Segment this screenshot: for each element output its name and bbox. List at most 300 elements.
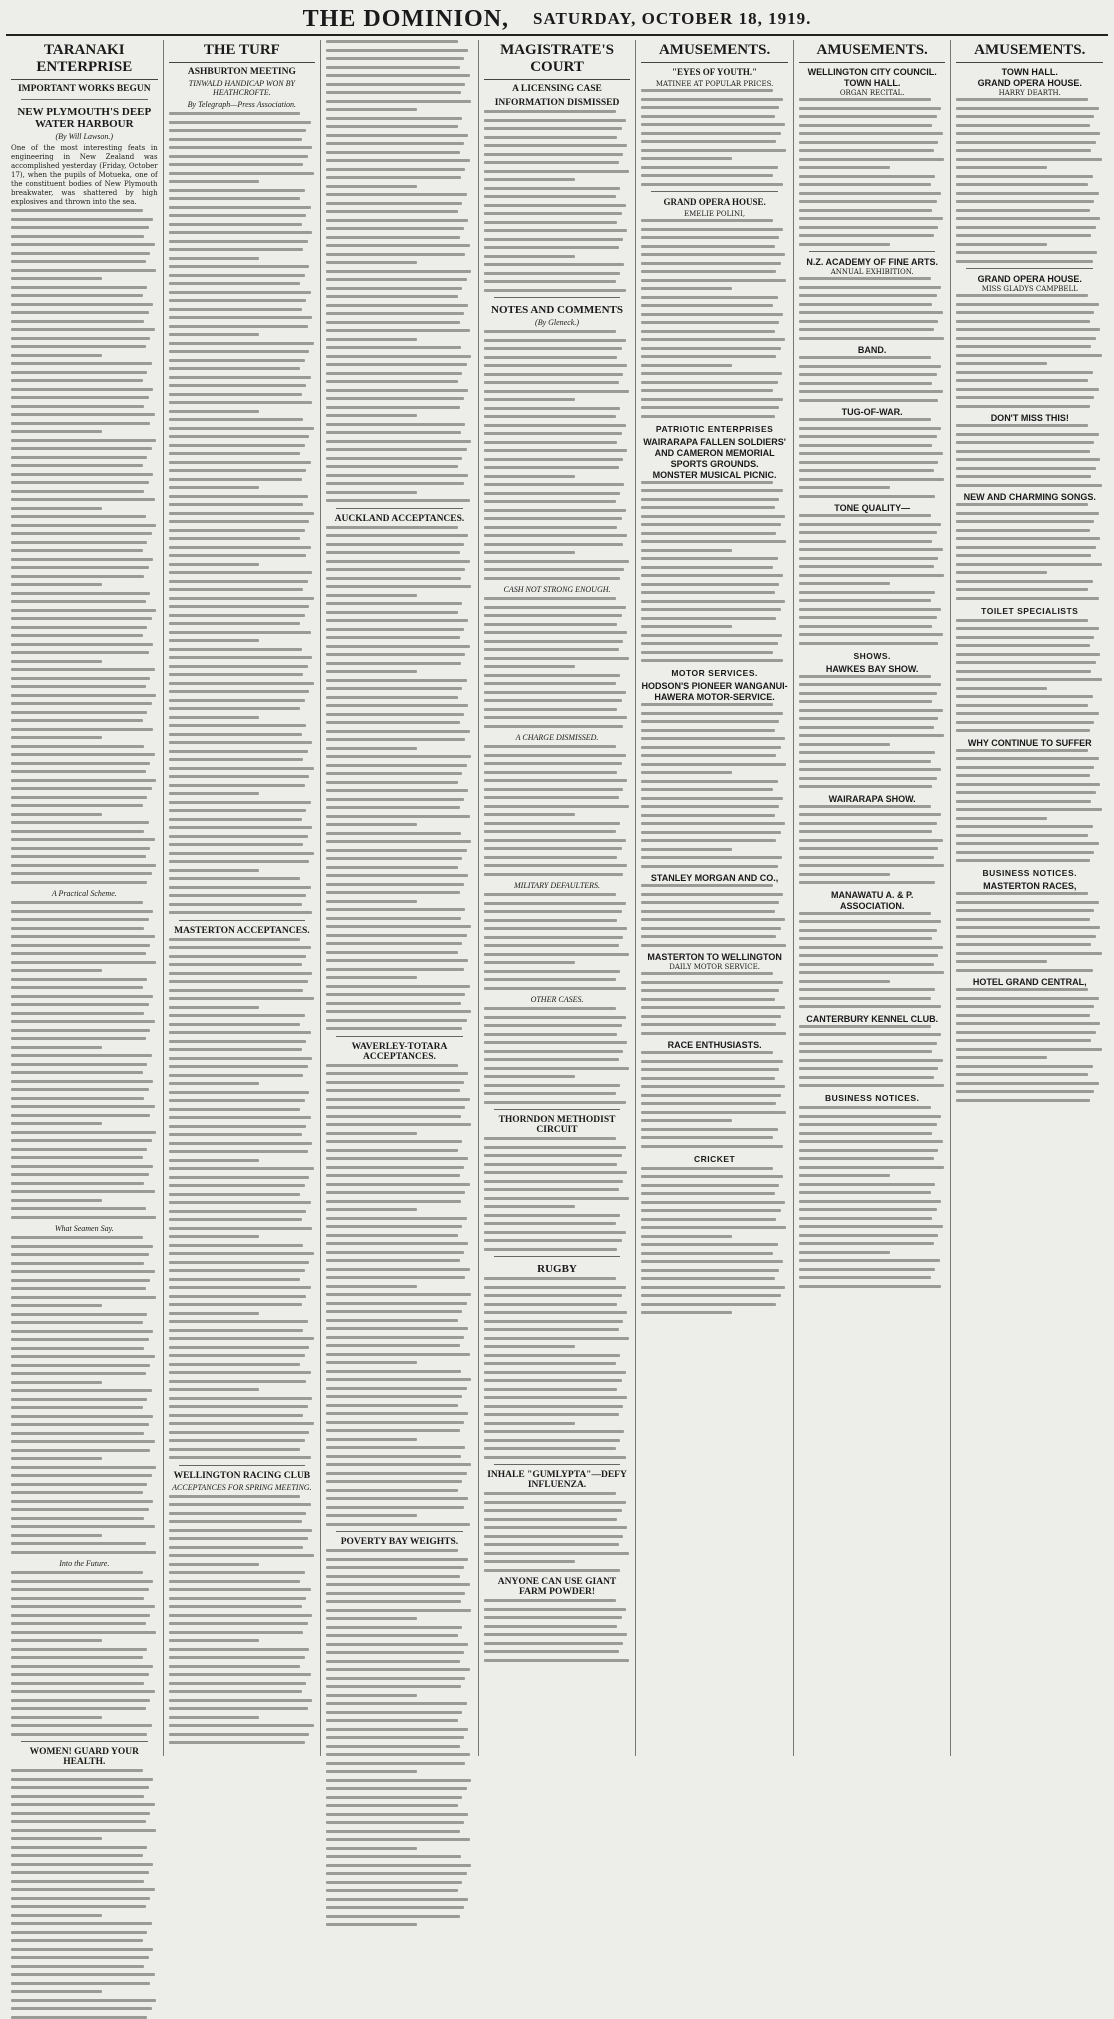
text-line [956, 1005, 1094, 1008]
advert-body [956, 294, 1103, 408]
text-line [11, 1313, 147, 1316]
text-line [484, 178, 575, 181]
text-line [11, 1854, 143, 1857]
byline: (By Gleneck.) [535, 318, 579, 327]
text-line [799, 294, 937, 297]
text-line [799, 675, 931, 678]
text-line [641, 506, 774, 509]
text-line [799, 1157, 934, 1160]
text-line [799, 1234, 938, 1237]
text-line [11, 362, 152, 365]
column-4 [479, 40, 637, 1756]
text-line [11, 651, 149, 654]
column-heading: AMUSEMENTS. [799, 40, 946, 63]
text-line [641, 1192, 774, 1195]
text-line [169, 1512, 307, 1515]
byline: (By Will Lawson.) [55, 132, 114, 141]
text-line [799, 166, 890, 169]
text-line [799, 356, 931, 359]
text-line [484, 1328, 619, 1331]
text-line [11, 1148, 147, 1151]
text-line [799, 337, 944, 340]
text-line [169, 1108, 301, 1111]
text-line [169, 1631, 304, 1634]
text-line [169, 537, 301, 540]
section-heading: BUSINESS NOTICES. [824, 1093, 920, 1103]
text-line [326, 1668, 470, 1671]
text-line [169, 342, 314, 345]
text-line [169, 486, 260, 489]
text-line [326, 74, 470, 77]
advert-title: WAIRARAPA SHOW. [828, 793, 916, 804]
text-line [956, 441, 1094, 444]
text-line [11, 986, 143, 989]
text-line [484, 953, 629, 956]
text-line [799, 565, 934, 568]
text-line [484, 1422, 575, 1425]
text-line [956, 859, 1089, 862]
text-line [11, 328, 155, 331]
text-line [484, 1354, 620, 1357]
text-line [641, 831, 780, 834]
text-line [11, 1321, 143, 1324]
advert-body [641, 1051, 788, 1148]
text-line [11, 1190, 155, 1193]
text-line [641, 557, 777, 560]
text-line [956, 260, 1092, 263]
text-line [484, 830, 616, 833]
section-heading: CASH NOT STRONG ENOUGH. [503, 585, 611, 594]
text-line [11, 1020, 155, 1023]
text-line [956, 1031, 1095, 1034]
text-line [169, 1733, 310, 1736]
text-line [641, 245, 774, 248]
text-line [169, 656, 313, 659]
text-line [326, 602, 462, 605]
text-line [326, 1728, 468, 1731]
text-line [11, 1795, 144, 1798]
text-line [326, 670, 417, 673]
text-line [641, 574, 783, 577]
text-line [641, 1218, 776, 1221]
text-line [11, 388, 153, 391]
text-line [326, 823, 417, 826]
text-line [169, 1699, 313, 1702]
text-line [956, 234, 1091, 237]
subheading: IMPORTANT WORKS BEGUN [17, 84, 151, 94]
text-line [641, 1102, 776, 1105]
text-line [11, 1990, 102, 1993]
text-line [641, 228, 783, 231]
text-line [169, 894, 307, 897]
text-line [326, 1268, 470, 1271]
text-line [169, 248, 304, 251]
text-line [956, 217, 1100, 220]
text-line [956, 433, 1098, 436]
text-line [484, 779, 628, 782]
section-heading: Into the Future. [59, 1559, 110, 1568]
text-line [11, 961, 156, 964]
text-line [326, 679, 467, 682]
subheading: A LICENSING CASE [512, 84, 602, 94]
text-line [169, 886, 311, 889]
text-line [484, 640, 623, 643]
text-line [326, 338, 417, 341]
text-line [484, 407, 620, 410]
text-line [169, 478, 302, 481]
text-line [484, 1320, 623, 1323]
text-line [641, 1311, 732, 1314]
text-line [484, 204, 626, 207]
text-line [799, 734, 944, 737]
text-line [956, 362, 1047, 365]
text-line [11, 702, 152, 705]
text-line [956, 597, 1098, 600]
acceptances-list [326, 40, 473, 502]
text-line [484, 864, 628, 867]
text-line [11, 1525, 155, 1528]
text-line [326, 202, 462, 205]
text-line [641, 763, 786, 766]
text-line [169, 503, 304, 506]
text-line [956, 687, 1047, 690]
text-line [641, 600, 785, 603]
text-line [169, 223, 302, 226]
text-line [956, 141, 1095, 144]
text-line [326, 721, 459, 724]
text-line [326, 270, 471, 273]
text-line [484, 280, 616, 283]
text-line [799, 574, 944, 577]
text-line [11, 1338, 149, 1341]
text-line [799, 683, 941, 686]
text-line [326, 755, 471, 758]
text-line [11, 944, 150, 947]
text-line [169, 469, 307, 472]
text-line [11, 1888, 155, 1891]
text-line [641, 625, 732, 628]
text-line [326, 1472, 467, 1475]
text-line [326, 1480, 462, 1483]
text-line [799, 514, 931, 517]
text-line [484, 432, 622, 435]
text-line [169, 214, 307, 217]
acceptances-list [169, 938, 316, 1460]
text-line [11, 1605, 155, 1608]
text-line [169, 614, 305, 617]
text-line [956, 670, 1091, 673]
advert-title: MANAWATU A. & P. ASSOCIATION. [831, 889, 914, 911]
text-line [956, 132, 1100, 135]
text-line [169, 1580, 301, 1583]
text-line [326, 1098, 470, 1101]
text-line [11, 1423, 149, 1426]
text-line [484, 272, 620, 275]
text-line [11, 379, 143, 382]
text-line [11, 1483, 147, 1486]
text-line [169, 972, 313, 975]
text-line [799, 1005, 941, 1008]
text-line [11, 1372, 146, 1375]
text-line [956, 909, 1094, 912]
text-line [169, 946, 311, 949]
text-line [484, 745, 616, 748]
text-line [326, 1643, 468, 1646]
text-line [956, 424, 1088, 427]
text-line [11, 575, 144, 578]
text-line [799, 813, 941, 816]
text-line [11, 592, 150, 595]
text-line [799, 200, 937, 203]
text-line [11, 736, 102, 739]
text-line [956, 183, 1088, 186]
text-line [326, 83, 465, 86]
text-line [641, 549, 732, 552]
text-line [11, 422, 150, 425]
text-line [484, 492, 620, 495]
text-line [484, 415, 616, 418]
text-line [641, 1032, 786, 1035]
text-line [956, 808, 1101, 811]
text-line [956, 791, 1095, 794]
text-line [956, 721, 1094, 724]
text-line [11, 320, 144, 323]
text-line [799, 107, 941, 110]
text-line [484, 560, 629, 563]
text-line [169, 410, 260, 413]
text-line [484, 1552, 629, 1555]
text-line [326, 1651, 464, 1654]
text-line [169, 1448, 301, 1451]
text-line [326, 151, 459, 154]
text-line [11, 634, 143, 637]
text-line [326, 1745, 459, 1748]
text-line [169, 1456, 311, 1459]
text-line [169, 997, 314, 1000]
text-line [326, 1002, 461, 1005]
text-line [484, 543, 623, 546]
advert-title: TOWN HALL. [1001, 67, 1058, 77]
text-line [11, 1114, 150, 1117]
text-line [326, 985, 470, 988]
text-line [11, 311, 149, 314]
text-line [799, 1200, 941, 1203]
text-line [956, 571, 1047, 574]
text-line [956, 619, 1088, 622]
story-body [484, 1137, 631, 1251]
text-line [326, 176, 461, 179]
text-line [169, 325, 308, 328]
text-line [11, 1173, 149, 1176]
text-line [641, 935, 776, 938]
text-line [641, 106, 779, 109]
text-line [326, 934, 467, 937]
text-line [11, 864, 156, 867]
text-line [326, 482, 464, 485]
text-line [11, 396, 149, 399]
text-line [641, 183, 783, 186]
text-line [11, 566, 149, 569]
text-line [11, 881, 147, 884]
text-line [799, 1242, 934, 1245]
text-line [641, 659, 783, 662]
text-line [799, 390, 943, 393]
advert-title: HAWKES BAY SHOW. [825, 663, 919, 674]
text-line [484, 1371, 626, 1374]
text-line [641, 381, 777, 384]
text-line [11, 872, 152, 875]
text-line [169, 843, 304, 846]
text-line [956, 636, 1094, 639]
text-line [169, 1091, 310, 1094]
text-line [326, 551, 459, 554]
text-line [484, 1058, 619, 1061]
advert-body [799, 514, 946, 645]
text-line [799, 1225, 943, 1228]
text-line [799, 1166, 944, 1169]
section-heading: MOTOR SERVICES. [671, 668, 758, 678]
text-line [326, 1660, 459, 1663]
text-line [11, 1415, 153, 1418]
text-line [956, 546, 1095, 549]
text-line [11, 685, 146, 688]
text-line [956, 1090, 1094, 1093]
acceptances-heading: WAVERLEY-TOTARA ACCEPTANCES. [351, 1041, 448, 1062]
text-line [799, 1183, 935, 1186]
text-line [11, 1245, 153, 1248]
text-line [326, 1010, 471, 1013]
text-line [169, 716, 260, 719]
text-line [326, 1395, 462, 1398]
text-line [169, 146, 313, 149]
text-line [169, 758, 304, 761]
text-line [641, 893, 783, 896]
text-line [169, 1363, 301, 1366]
advert-title: DON'T MISS THIS! [990, 413, 1069, 423]
text-line [484, 1007, 616, 1010]
text-line [799, 461, 938, 464]
text-line [11, 413, 155, 416]
text-line [484, 919, 617, 922]
text-line [169, 1329, 304, 1332]
text-line [169, 1235, 260, 1238]
text-line [956, 554, 1091, 557]
text-line [169, 197, 301, 200]
story-title: THORNDON METHODIST CIRCUIT [498, 1115, 616, 1135]
advert-title: N.Z. ACADEMY OF FINE ARTS. [806, 257, 939, 267]
text-line [956, 943, 1091, 946]
text-line [326, 1736, 464, 1739]
text-line [11, 804, 143, 807]
text-line [326, 1779, 471, 1782]
text-line [11, 1296, 156, 1299]
text-line [326, 942, 462, 945]
text-line [641, 166, 777, 169]
text-line [799, 557, 938, 560]
text-line [799, 700, 932, 703]
text-line [956, 320, 1089, 323]
text-line [326, 168, 465, 171]
text-line [326, 1421, 464, 1424]
text-line [326, 1855, 461, 1858]
text-line [169, 1014, 305, 1017]
text-line [326, 1217, 467, 1220]
text-line [641, 364, 732, 367]
text-line [484, 1180, 623, 1183]
weights-list [326, 1549, 473, 1926]
text-line [169, 1414, 304, 1417]
text-line [169, 750, 308, 753]
text-line [169, 1193, 301, 1196]
text-line [326, 585, 471, 588]
text-line [169, 452, 301, 455]
text-line [484, 771, 617, 774]
text-line [799, 286, 941, 289]
text-line [641, 279, 786, 282]
text-line [484, 1084, 620, 1087]
text-line [799, 1208, 937, 1211]
text-line [484, 970, 620, 973]
text-line [11, 1253, 149, 1256]
text-line [799, 531, 937, 534]
text-line [956, 311, 1094, 314]
text-line [169, 512, 314, 515]
advert-body [799, 1025, 946, 1088]
text-line [956, 678, 1101, 681]
text-line [956, 200, 1094, 203]
advert-body [799, 356, 946, 402]
text-line [326, 1251, 464, 1254]
text-line [169, 129, 307, 132]
text-line [484, 1388, 617, 1391]
text-line [641, 972, 773, 975]
text-line [326, 1864, 471, 1867]
text-line [641, 634, 782, 637]
section-heading: What Seamen Say. [54, 1224, 114, 1233]
text-line [11, 1347, 144, 1350]
text-line [169, 818, 302, 821]
text-line [326, 1694, 417, 1697]
text-line [484, 1642, 623, 1645]
story-body [484, 110, 631, 292]
text-line [326, 951, 458, 954]
text-line [641, 372, 782, 375]
text-line [641, 712, 783, 715]
text-line [799, 929, 937, 932]
text-line [11, 1165, 153, 1168]
text-line [326, 1796, 462, 1799]
text-line [799, 1140, 943, 1143]
text-line [169, 1716, 260, 1719]
text-line [326, 465, 458, 468]
text-line [326, 406, 459, 409]
text-line [484, 255, 575, 258]
text-line [326, 959, 468, 962]
text-line [799, 971, 944, 974]
text-line [11, 1820, 146, 1823]
text-line [11, 1012, 144, 1015]
text-line [11, 1588, 149, 1591]
text-line [326, 159, 470, 162]
advert-body [956, 503, 1103, 600]
text-line [799, 1285, 941, 1288]
advert-body [641, 972, 788, 1035]
text-line [169, 520, 310, 523]
text-line [11, 1491, 143, 1494]
text-line [799, 1106, 931, 1109]
text-line [484, 212, 622, 215]
text-line [641, 642, 777, 645]
